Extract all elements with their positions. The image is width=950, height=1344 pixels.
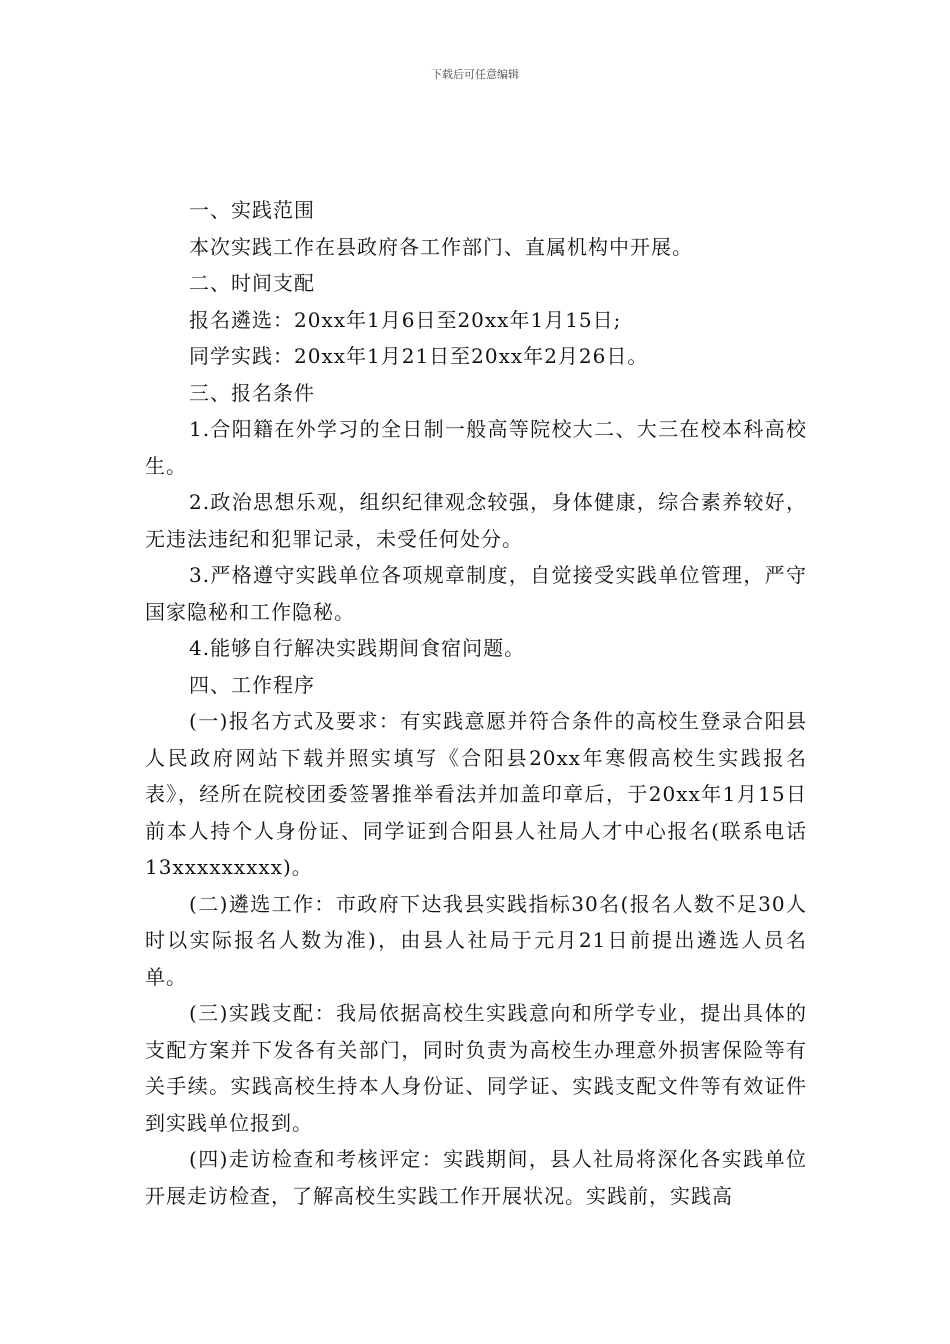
paragraph-practice-dates: 同学实践：20xx年1月21日至20xx年2月26日。: [189, 344, 649, 368]
section-heading-procedure: 四、工作程序: [189, 672, 315, 697]
paragraph-procedure-2: (二)遴选工作：市政府下达我县实践指标30名(报名人数不足30人时以实际报名人数为准)，由县人社局于元月21日前提出遴选人员名单。: [145, 891, 807, 989]
paragraph-condition-2: 2.政治思想乐观，组织纪律观念较强，身体健康，综合素养较好，无违法违纪和犯罪记录，未受任何处分。: [145, 490, 807, 551]
paragraph-procedure-3: (三)实践支配：我局依据高校生实践意向和所学专业，提出具体的支配方案并下发各有关部门，同时负责为高校生办理意外损害保险等有关手续。实践高校生持本人身份证、同学证、实践支配文件等有效证件到实践单位报到。: [145, 1001, 807, 1135]
section-heading-schedule: 二、时间支配: [189, 271, 315, 295]
section-heading-conditions: 三、报名条件: [189, 380, 315, 405]
paragraph-condition-1: 1.合阳籍在外学习的全日制一般高等院校大二、大三在校本科高校生。: [145, 417, 807, 478]
paragraph-condition-4: 4.能够自行解决实践期间食宿问题。: [189, 636, 526, 660]
paragraph-condition-3: 3.严格遵守实践单位各项规章制度，自觉接受实践单位管理，严守国家隐秘和工作隐秘。: [145, 563, 807, 624]
section-heading-scope: 一、实践范围: [189, 198, 315, 222]
document-body: [145, 192, 807, 1214]
page-header-note: 下载后可任意编辑: [431, 68, 519, 81]
paragraph-procedure-1: (一)报名方式及要求：有实践意愿并符合条件的高校生登录合阳县人民政府网站下载并照实填写《合阳县20xx年寒假高校生实践报名表》，经所在院校团委签署推举看法并加盖印章后，于20xx年1月15日前本人持个人身份证、同学证到合阳县人社局人才中心报名(联系电话13xxxxxxxxx)。: [145, 709, 807, 879]
paragraph-procedure-4: (四)走访检查和考核评定：实践期间，县人社局将深化各实践单位开展走访检查，了解高校生实践工作开展状况。实践前，实践高: [145, 1147, 807, 1208]
paragraph-registration-dates: 报名遴选：20xx年1月6日至20xx年1月15日;: [189, 307, 622, 332]
paragraph-scope: 本次实践工作在县政府各工作部门、直属机构中开展。: [189, 234, 693, 259]
